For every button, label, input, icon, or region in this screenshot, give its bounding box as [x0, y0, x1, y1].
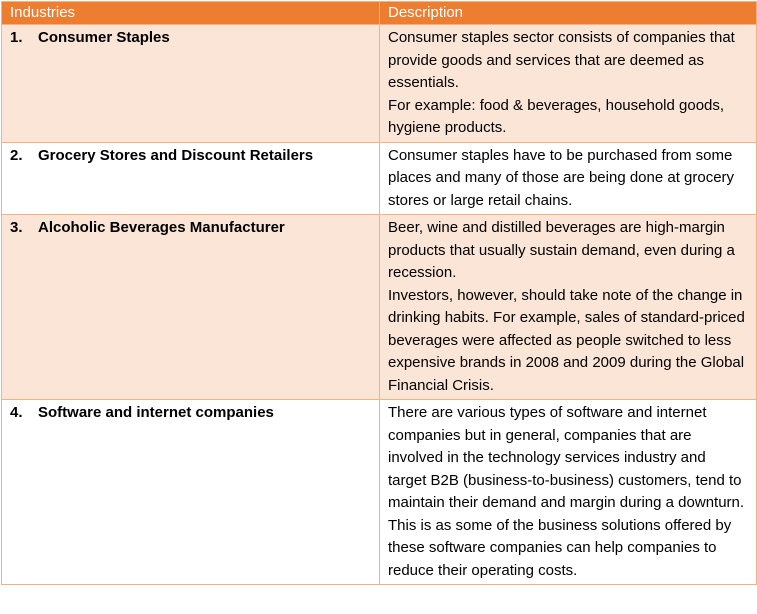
table-header-row — [2, 2, 757, 25]
table-row — [2, 142, 757, 215]
description-paragraph: This is as some of the business solutions offered by these software companies can help companies to reduce their operating costs. — [388, 516, 732, 579]
description-cell — [380, 25, 757, 143]
row-number: 1. — [10, 29, 23, 46]
industry-cell — [2, 25, 380, 143]
description-paragraph: For example: food & beverages, household goods, hygiene products. — [388, 96, 725, 136]
table-row — [2, 400, 757, 585]
description-paragraph: Consumer staples sector consists of companies that provide goods and services that are deemed as essentials. — [388, 29, 735, 91]
header-industries: Industries — [2, 2, 380, 25]
row-number: 3. — [10, 219, 23, 236]
industry-cell — [2, 215, 380, 400]
table-row — [2, 25, 757, 143]
industry-name: Grocery Stores and Discount Retailers — [38, 146, 314, 164]
industries-table — [1, 1, 757, 585]
description-cell — [380, 142, 757, 215]
description-paragraph: Beer, wine and distilled beverages are high-margin products that usually sustain demand, even during a recession. — [388, 219, 735, 281]
industry-name: Consumer Staples — [38, 29, 170, 46]
description-paragraph: Investors, however, should take note of the change in drinking habits. For example, sales of standard-priced beverages were affected as people switched to less expensive brands in 2008 and 2009 during the Global Financial Crisis. — [388, 286, 745, 394]
description-paragraph: There are various types of software and internet companies but in general, companies that are involved in the technology services industry and target B2B (business-to-business) customers, tend to maintain their demand and margin during a downturn. — [388, 404, 745, 511]
industry-name: Software and internet companies — [38, 404, 274, 421]
row-number: 4. — [10, 404, 23, 421]
row-number: 2. — [10, 146, 23, 164]
table-row — [2, 215, 757, 400]
description-cell — [380, 400, 757, 585]
description-cell — [380, 215, 757, 400]
industry-cell — [2, 400, 380, 585]
industry-name: Alcoholic Beverages Manufacturer — [38, 219, 285, 236]
industry-cell — [2, 142, 380, 215]
header-description: Description — [380, 2, 757, 25]
description-paragraph: Consumer staples have to be purchased from some places and many of those are being done at grocery stores or large retail chains. — [388, 146, 735, 209]
